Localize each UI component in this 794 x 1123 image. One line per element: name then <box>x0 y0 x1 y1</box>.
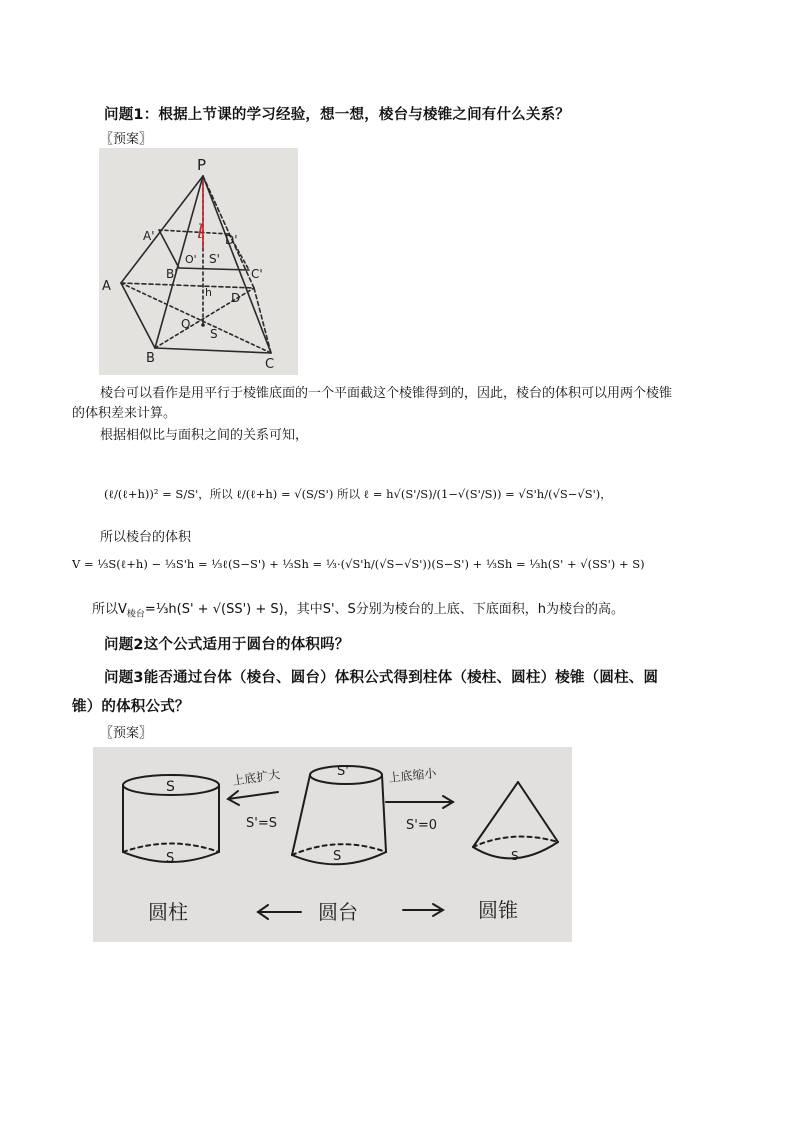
paragraph-3: 所以棱台的体积 <box>100 530 192 545</box>
formula-result-prefix: 所以V <box>92 602 127 617</box>
cylinder-bottom-label: S <box>166 851 175 866</box>
enlarge-top-label: 上底扩大 <box>231 767 281 788</box>
label-S-prime: S' <box>209 252 220 266</box>
formula-result-subscript: 棱台 <box>126 609 145 620</box>
formula-result-rest: =⅓h(S' + √(SS') + S)，其中S'、S分别为棱台的上底、下底面积，h为棱台的高。 <box>144 602 625 617</box>
frustum-bottom-label: S <box>333 849 342 864</box>
formula-ratio: (ℓ/(ℓ+h))² = S/S'，所以 ℓ/(ℓ+h) = √(S/S') 所以 ℓ = h√(S'/S)/(1−√(S'/S)) = √S'h/(√S−√S')， <box>104 487 612 501</box>
paragraph-1-line-1: 棱台可以看作是用平行于棱锥底面的一个平面截这个棱锥得到的，因此，棱台的体积可以用两个棱锥 <box>100 386 673 401</box>
label-O-prime: O' <box>185 253 197 266</box>
point-O <box>201 323 205 327</box>
frustum-name-label: 圆台 <box>318 900 358 924</box>
solids-photo <box>93 747 572 942</box>
label-C: C <box>265 357 275 372</box>
prep-label-2: 〖预案〗 <box>100 726 153 741</box>
question-1: 问题1：根据上节课的学习经验，想一想，棱台与棱锥之间有什么关系？ <box>104 107 570 123</box>
label-B-prime: B' <box>166 267 178 281</box>
frustum-top-label: S' <box>337 764 349 779</box>
condition-zero-label: S'=0 <box>406 818 437 833</box>
question-2: 问题2这个公式适用于圆台的体积吗？ <box>104 637 350 653</box>
label-A: A <box>102 279 111 294</box>
label-l: l <box>197 219 204 243</box>
pyramid-photo <box>99 148 298 375</box>
label-P: P <box>197 156 207 174</box>
label-D: D <box>231 291 241 305</box>
prep-label-1: 〖预案〗 <box>100 132 153 147</box>
label-D-prime: D' <box>225 233 238 247</box>
cone-bottom-label: S <box>511 849 519 863</box>
label-O: O <box>181 317 191 331</box>
cone-name-label: 圆锥 <box>478 898 518 922</box>
label-A-prime: A' <box>143 229 155 243</box>
label-h: h <box>205 286 212 299</box>
label-S: S <box>210 327 218 341</box>
formula-volume-derivation: V = ⅓S(ℓ+h) − ⅓S'h = ⅓ℓ(S−S') + ⅓Sh = ⅓·(√S'h/(√S−√S'))(S−S') + ⅓Sh = ⅓h(S' + √(SS') + S) <box>72 557 645 571</box>
question-3-line-2: 锥）的体积公式？ <box>72 699 190 715</box>
cylinder-top-label: S <box>166 779 175 795</box>
paragraph-1-line-2: 的体积差来计算。 <box>72 406 177 421</box>
cylinder-name-label: 圆柱 <box>148 900 188 924</box>
shrink-top-label: 上底缩小 <box>387 766 438 785</box>
condition-equal-label: S'=S <box>246 816 277 831</box>
label-B: B <box>146 351 155 366</box>
label-C-prime: C' <box>251 267 263 281</box>
paragraph-2: 根据相似比与面积之间的关系可知， <box>100 428 309 443</box>
question-3-line-1: 问题3能否通过台体（棱台、圆台）体积公式得到柱体（棱柱、圆柱）棱锥（圆柱、圆 <box>104 670 659 686</box>
formula-volume-result <box>92 598 624 620</box>
